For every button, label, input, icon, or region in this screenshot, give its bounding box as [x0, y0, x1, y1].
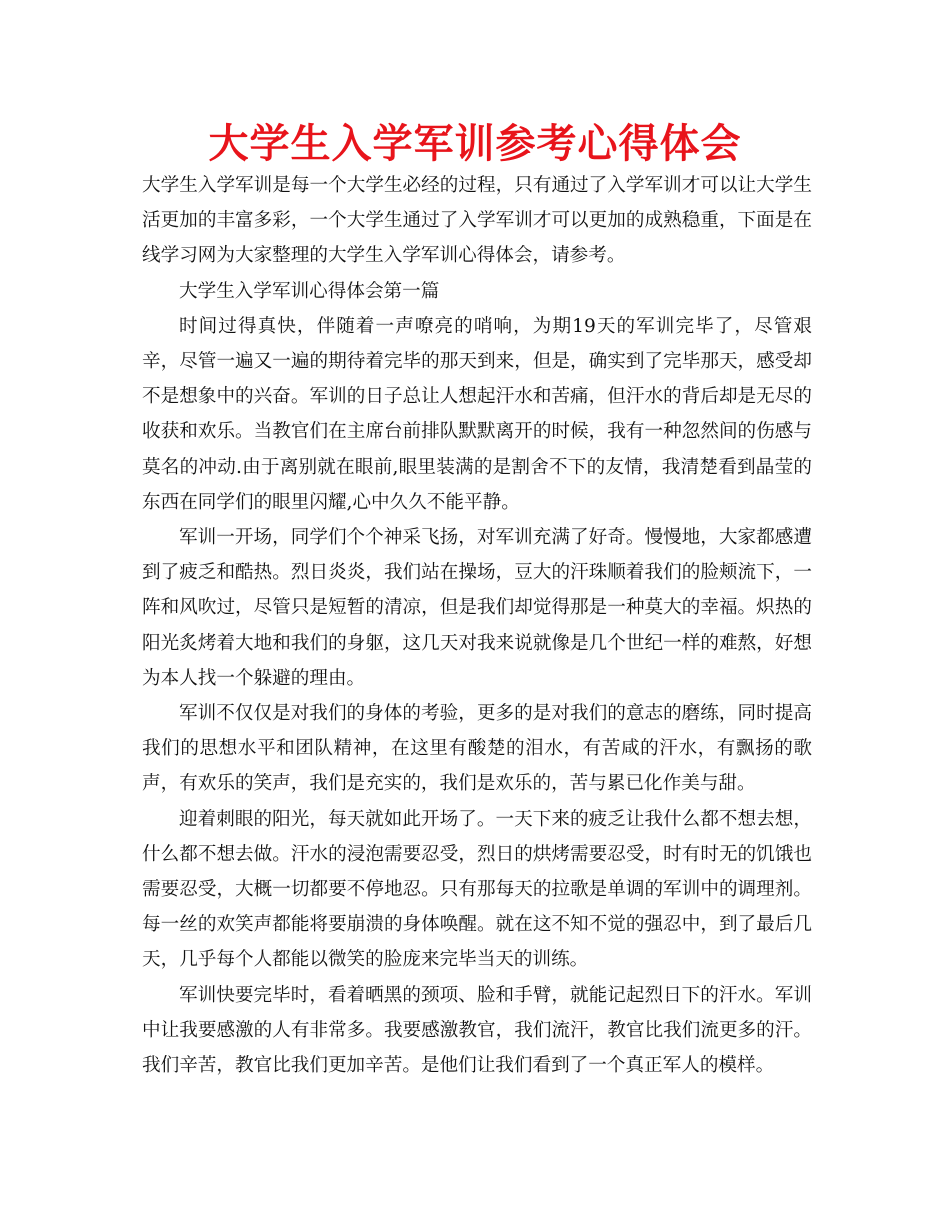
body-paragraph: 军训快要完毕时，看着晒黑的颈项、脸和手臂，就能记起烈日下的汗水。军训中让我要感激的人有非常多。我要感激教官，我们流汗，教官比我们流更多的汗。我们辛苦，教官比我们更加辛苦。是他们让我们看到了一个真正军人的模样。 — [142, 984, 812, 1077]
body-paragraph: 军训不仅仅是对我们的身体的考验，更多的是对我们的意志的磨练，同时提高我们的思想水平和团队精神，在这里有酸楚的泪水，有苦咸的汗水，有飘扬的歌声，有欢乐的笑声，我们是充实的，我们是欢乐的，苦与累已化作美与甜。 — [142, 703, 812, 795]
intro-paragraph: 大学生入学军训是每一个大学生必经的过程，只有通过了入学军训才可以让大学生活更加的丰富多彩，一个大学生通过了入学军训才可以更加的成熟稳重，下面是在线学习网为大家整理的大学生入学军训心得体会，请参考。 — [142, 175, 812, 267]
document-title: 大学生入学军训参考心得体会 — [208, 120, 742, 167]
body-paragraph: 时间过得真快，伴随着一声嘹亮的哨响，为期19天的军训完毕了，尽管艰辛，尽管一遍又一遍的期待着完毕的那天到来，但是，确实到了完毕那天，感受却不是想象中的兴奋。军训的日子总让人想起汗水和苦痛，但汗水的背后却是无尽的收获和欢乐。当教官们在主席台前排队默默离开的时候，我有一种忽然间的伤感与莫名的冲动.由于离别就在眼前,眼里装满的是割舍不下的友情，我清楚看到晶莹的东西在同学们的眼里闪耀,心中久久不能平静。 — [142, 315, 812, 513]
document-body — [142, 168, 812, 1083]
body-paragraph: 迎着刺眼的阳光，每天就如此开场了。一天下来的疲乏让我什么都不想去想，什么都不想去做。汗水的浸泡需要忍受，烈日的烘烤需要忍受，时有时无的饥饿也需要忍受，大概一切都要不停地忍。只有那每天的拉歌是单调的军训中的调理剂。每一丝的欢笑声都能将要崩溃的身体唤醒。就在这不知不觉的强忍中，到了最后几天，几乎每个人都能以微笑的脸庞来完毕当天的训练。 — [142, 808, 812, 971]
section-heading: 大学生入学军训心得体会第一篇 — [179, 280, 440, 302]
body-paragraph: 军训一开场，同学们个个神采飞扬，对军训充满了好奇。慢慢地，大家都感遭到了疲乏和酷热。烈日炎炎，我们站在操场，豆大的汗珠顺着我们的脸颊流下，一阵和风吹过，尽管只是短暂的清凉，但是我们却觉得那是一种莫大的幸福。炽热的阳光炙烤着大地和我们的身躯，这几天对我来说就像是几个世纪一样的难熬，好想为本人找一个躲避的理由。 — [142, 527, 812, 689]
